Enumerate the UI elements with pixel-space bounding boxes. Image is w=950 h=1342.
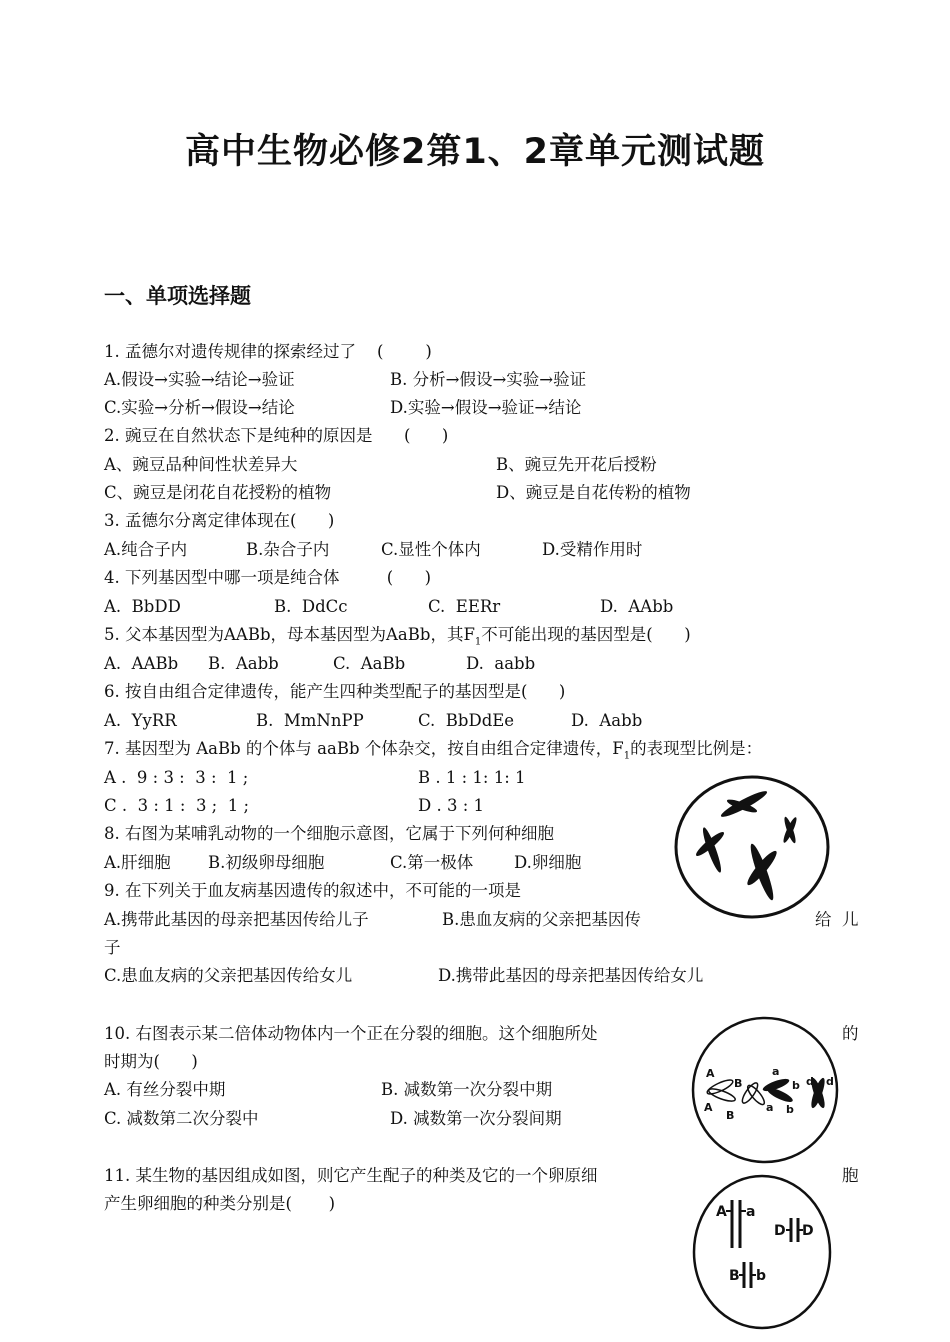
q1-option-b: B. 分析→假设→实验→验证 [390, 370, 587, 389]
fig10-label-8: b [786, 1103, 794, 1116]
q5-option-a: A. AABb [104, 654, 179, 673]
fig11-label-A: A [716, 1204, 727, 1220]
q7-option-c: C . 3 : 1 : 3 ; 1 ; [104, 796, 250, 815]
q3-option-a: A.纯合子内 [104, 540, 188, 559]
q9-option-a: A.携带此基因的母亲把基因传给儿子 [104, 910, 369, 929]
q4-option-c: C. EERr [428, 597, 501, 616]
q6-option-d: D. Aabb [571, 711, 643, 730]
q3-option-c: C.显性个体内 [381, 540, 481, 559]
q9-option-b-tail: 给 儿 [815, 910, 859, 929]
q8-cell-figure [672, 772, 832, 922]
q11-stem-line2: 产生卵细胞的种类分别是( ) [104, 1194, 336, 1213]
fig10-label-3: A [704, 1101, 713, 1114]
q4-option-d: D. AAbb [600, 597, 674, 616]
q10-option-c: C. 减数第二次分裂中 [104, 1109, 259, 1128]
q7-stem: 7. 基因型为 AaBb 的个体与 aaBb 个体杂交，按自由组合定律遗传，$F_1$的表现型比例是： [104, 739, 763, 762]
q4-option-b: B. DdCc [274, 597, 348, 616]
q5-option-b: B. Aabb [208, 654, 279, 673]
q9-stem: 9. 在下列关于血友病基因遗传的叙述中，不可能的一项是 [104, 881, 521, 900]
q10-cell-figure [690, 1015, 840, 1165]
q8-stem: 8. 右图为某哺乳动物的一个细胞示意图，它属于下列何种细胞 [104, 824, 554, 843]
q8-option-b: B.初级卵母细胞 [208, 853, 325, 872]
fig10-label-7: a [766, 1101, 774, 1114]
q8-option-c: C.第一极体 [390, 853, 474, 872]
q9-option-c: C.患血友病的父亲把基因传给女儿 [104, 966, 353, 985]
q10-option-a: A. 有丝分裂中期 [104, 1080, 226, 1099]
q2-option-c: C、豌豆是闭花自花授粉的植物 [104, 483, 332, 502]
fig11-label-D1: D [774, 1223, 786, 1239]
q5-option-c: C. AaBb [333, 654, 406, 673]
q10-stem: 10. 右图表示某二倍体动物体内一个正在分裂的细胞。这个细胞所处 [104, 1024, 598, 1043]
q1-stem: 1. 孟德尔对遗传规律的探索经过了 ( ) [104, 342, 432, 361]
fig10-label-2: B [734, 1077, 743, 1090]
fig10-label-6: b [792, 1079, 800, 1092]
q10-option-b: B. 减数第一次分裂中期 [381, 1080, 553, 1099]
q1-option-c: C.实验→分析→假设→结论 [104, 398, 295, 417]
q3-option-b: B.杂合子内 [246, 540, 330, 559]
page-title: 高中生物必修2第1、2章单元测试题 [184, 132, 766, 172]
q10-stem-tail: 的 [842, 1024, 859, 1043]
fig10-label-1: A [706, 1067, 715, 1080]
q6-option-a: A. YyRR [104, 711, 177, 730]
fig11-label-b: b [756, 1268, 767, 1284]
q8-option-a: A.肝细胞 [104, 853, 171, 872]
q11-stem-tail: 胞 [842, 1166, 859, 1185]
chromosome-small [781, 816, 798, 844]
q3-stem: 3. 孟德尔分离定律体现在( ) [104, 511, 335, 530]
fig10-label-5: a [772, 1065, 780, 1078]
q4-option-a: A. BbDD [104, 597, 181, 616]
q6-option-c: C. BbDdEe [418, 711, 515, 730]
q3-option-d: D.受精作用时 [542, 540, 643, 559]
q5-stem: 5. 父本基因型为AABb，母本基因型为AaBb，其$F_1$不可能出现的基因型是( ) [104, 625, 691, 648]
fig10-label-4: B [726, 1109, 735, 1122]
q7-option-a: A . 9 : 3 : 3 : 1 ; [104, 768, 249, 787]
q6-option-b: B. MmNnPP [256, 711, 364, 730]
q10-option-d: D. 减数第一次分裂间期 [390, 1109, 562, 1128]
q1-option-a: A.假设→实验→结论→验证 [104, 370, 295, 389]
q8-option-d: D.卵细胞 [514, 853, 582, 872]
fig10-label-9: d [806, 1075, 814, 1088]
q11-cell-figure [690, 1170, 835, 1330]
q5-option-d: D. aabb [466, 654, 536, 673]
q2-option-a: A、豌豆品种间性状差异大 [104, 455, 298, 474]
q11-stem: 11. 某生物的基因组成如图，则它产生配子的种类及它的一个卵原细 [104, 1166, 598, 1185]
q2-option-d: D、豌豆是自花传粉的植物 [496, 483, 691, 502]
q7-option-b: B . 1 : 1: 1: 1 [418, 768, 526, 787]
fig11-label-a: a [746, 1204, 756, 1220]
q9-option-b-wrap: 子 [104, 938, 121, 957]
q9-option-d: D.携带此基因的母亲把基因传给女儿 [438, 966, 704, 985]
fig10-label-10: d [826, 1075, 834, 1088]
q4-stem: 4. 下列基因型中哪一项是纯合体 ( ) [104, 568, 432, 587]
q1-option-d: D.实验→假设→验证→结论 [390, 398, 582, 417]
q2-stem: 2. 豌豆在自然状态下是纯种的原因是 ( ) [104, 426, 449, 445]
chromosome-large [744, 842, 780, 902]
chromosome-left [694, 826, 727, 874]
chromosome-top [719, 788, 769, 820]
q2-option-b: B、豌豆先开花后授粉 [496, 455, 657, 474]
q6-stem: 6. 按自由组合定律遗传，能产生四种类型配子的基因型是( ) [104, 682, 566, 701]
q7-option-d: D . 3 : 1 [418, 796, 485, 815]
fig11-label-D2: D [802, 1223, 814, 1239]
section-heading: 一、单项选择题 [104, 284, 251, 308]
q10-stem-line2: 时期为( ) [104, 1052, 198, 1071]
fig11-label-B: B [729, 1268, 740, 1284]
q9-option-b: B.患血友病的父亲把基因传 [442, 910, 641, 929]
